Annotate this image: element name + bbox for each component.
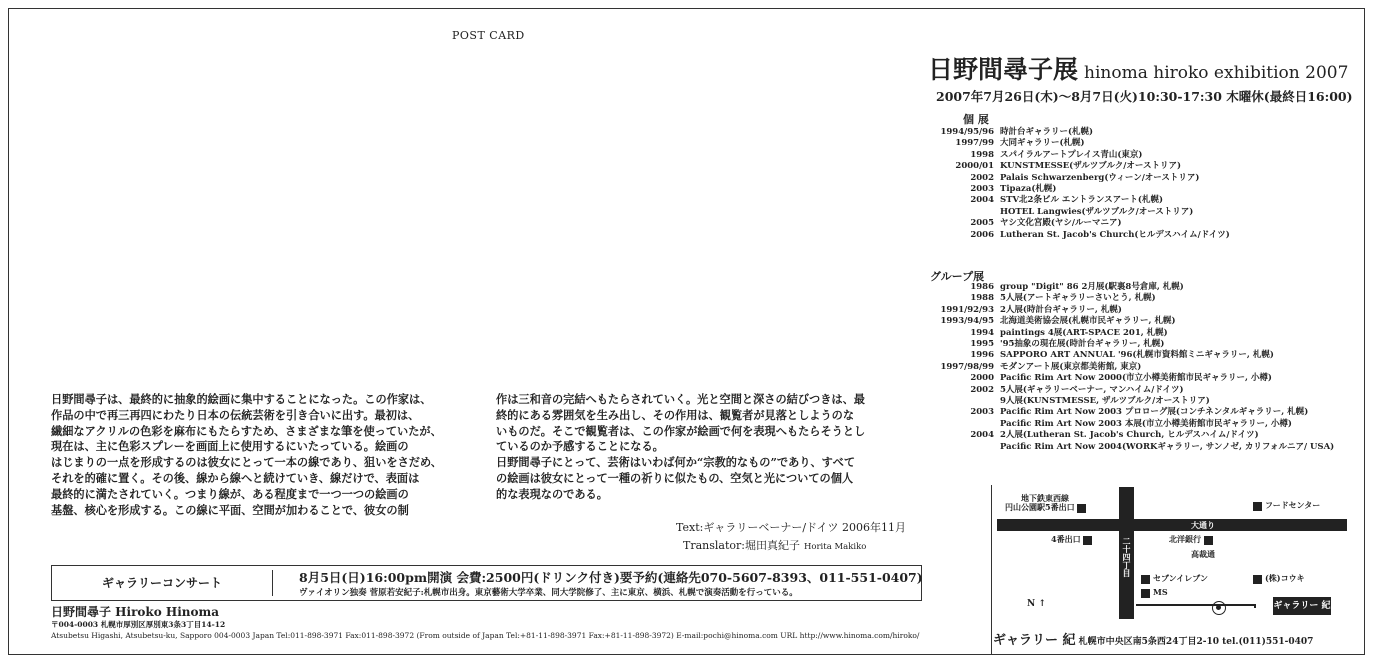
group-year [928,419,1000,430]
group-row [928,316,1334,327]
solo-row [928,127,1230,138]
solo-year: 2002 [970,172,994,183]
ms-marker [1141,589,1150,598]
title-en: hinoma hiroko exhibition 2007 [1084,63,1349,83]
map-seven: セブンイレブン [1141,573,1208,584]
solo-row [928,184,1230,195]
group-list [928,282,1334,453]
concert-label: ギャラリーコンサート [101,576,222,590]
gallery-address: 札幌市中央区南5条西24丁目2-10 tel.(011)551-0407 [1078,637,1314,647]
solo-row [928,150,1230,161]
group-row [928,407,1334,418]
route-line [1136,604,1254,606]
solo-entry: STV北2条ビル エントランスアート(札幌) [1000,195,1163,206]
group-row [928,350,1334,361]
translator-jp: Translator:堀田真紀子 [683,539,800,552]
text-credit: Text:ギャラリーベーナー/ドイツ 2006年11月 [676,521,906,534]
map-station2: 円山公園駅5番出口 [1005,502,1089,513]
solo-entry: ヤシ文化宮殿(ヤシ/ルーマニア) [1000,218,1122,229]
solo-entry: スパイラルアートプレイス青山(東京) [1000,149,1143,160]
group-year: 1997/98/99 [940,361,994,372]
solo-row [928,161,1230,172]
kouki-marker [1253,575,1262,584]
gallery-location-icon [1212,601,1226,615]
essay-line: 日野間尋子にとって、芸術はいわば何か“宗教的なもの”であり、すべて [496,455,856,470]
station-marker [1077,504,1086,513]
essay-line: 繊細なアクリルの色彩を麻布にもたらすため、さまざまな筆を使っていたが、 [51,423,442,438]
gallery-name: ギャラリー 紀 [993,633,1076,648]
group-year: 1986 [970,282,994,292]
solo-entry: HOTEL Langwies(ザルツブルク/オーストリア) [1000,206,1194,217]
title-jp: 日野間尋子展 [928,55,1079,84]
group-entry: Pacific Rim Art Now 2004(WORKギャラリー, サンノゼ, カリフォルニア/ USA) [1000,441,1335,452]
essay-line: 作品の中で再三再四にわたり日本の伝統芸術を引き合いに出す。最初は、 [51,407,420,422]
group-year: 1995 [970,339,994,350]
map-exit4: 4番出口 [1051,534,1095,545]
essay-line: 基盤、核心を形成する。この線に平面、空間が加わることで、彼女の制 [51,502,409,517]
solo-entry: 大同ギャラリー(札幌) [1000,138,1085,149]
essay-line: の絵画は彼女にとって一種の祈りに似たもの、空気と光についての個人 [496,470,854,485]
group-heading: グループ展 [930,270,985,283]
group-entry: Pacific Rim Art Now 2003 プロローグ展(コンチネンタルギャラリー, 札幌) [1000,407,1309,418]
group-entry: 9人展(KUNSTMESSE, ザルツブルク/オーストリア) [1000,396,1210,407]
essay-column-1 [51,392,491,518]
solo-row [928,173,1230,184]
group-entry: group "Digit" 86 2月展(駅裏8号倉庫, 札幌) [1000,282,1184,292]
essay-line: 日野間尋子は、最終的に抽象的絵画に集中することになった。この作家は、 [51,392,432,406]
map-kouki: (株)コウキ [1253,573,1305,584]
essay-line: ているのか予感することになる。 [496,439,664,454]
map-street24: 二十四丁目 [1122,537,1132,577]
solo-heading: 個 展 [963,113,989,126]
group-year: 2003 [970,407,994,418]
artist-name: 日野間尋子 Hiroko Hinoma [51,605,219,619]
exhibition-title [928,50,1348,86]
essay-line: 現在は、主に色彩スプレーを画面上に使用するにいたっている。絵画の [51,439,409,454]
group-year: 2000 [970,373,994,384]
solo-entry: Tipaza(札幌) [1000,184,1057,195]
group-entry: Pacific Rim Art Now 2000(市立小樽美術館市民ギャラリー, 小樽) [1000,373,1272,384]
essay-line: 作は三和音の完結へもたらされていく。光と空間と深さの結びつきは、最 [496,392,865,406]
group-row [928,282,1334,293]
solo-list [928,127,1230,241]
map-footer [993,629,1313,648]
essay-line: 終的にある雰囲気を生み出し、その作用は、観覧者が見落としようのな [496,407,855,422]
map-station: 地下鉄東西線 [1021,493,1069,503]
essay-column-2 [496,392,936,503]
group-entry: paintings 4展(ART-SPACE 201, 札幌) [1000,327,1168,338]
group-row [928,362,1334,373]
solo-year: 1997/99 [955,138,994,149]
solo-row [928,218,1230,229]
group-row [928,373,1334,384]
concert-sub: ヴァイオリン独奏 菅原若安紀子:札幌市出身。東京藝術大学卒業、同大学院修了、主に東京、横浜、札幌で演奏活動を行っている。 [299,588,798,598]
group-entry: SAPPORO ART ANNUAL '96(札幌市資料館ミニギャラリー, 札幌) [1000,350,1274,361]
group-year: 1991/92/93 [940,304,994,315]
solo-year: 2004 [970,195,994,206]
group-entry: Pacific Rim Art Now 2003 本展(市立小樽美術館市民ギャラリー, 小樽) [1000,418,1292,429]
food-marker [1253,502,1262,511]
group-row [928,293,1334,304]
seven-marker [1141,575,1150,584]
group-entry: 5人展(ギャラリーベーナー, マンハイム/ドイツ) [1000,384,1184,395]
solo-entry: KUNSTMESSE(ザルツブルク/オーストリア) [1000,161,1181,172]
solo-year: 2006 [970,229,994,240]
solo-row [928,138,1230,149]
solo-row [928,195,1230,206]
group-row [928,419,1334,430]
gallery-tag: ギャラリー 紀 [1273,597,1331,615]
group-row [928,442,1334,453]
group-row [928,430,1334,441]
group-entry: 北海道美術協会展(札幌市民ギャラリー, 札幌) [1000,316,1176,327]
group-entry: 2人展(時計台ギャラリー, 札幌) [1000,304,1122,315]
route-line-end [1254,604,1256,608]
solo-year [928,207,1000,218]
gallery-location-dot [1216,605,1221,610]
solo-entry: Lutheran St. Jacob's Church(ヒルデスハイム/ドイツ) [1000,229,1230,240]
concert-box [51,565,922,601]
map-odori: 大通り [1191,520,1215,530]
postcard-label: POST CARD [452,29,525,42]
artist-address-en: Atsubetsu Higashi, Atsubetsu-ku, Sapporo 004-0003 Japan Tel:011-898-3971 Fax:011-898-3972 (From outside of Japan Tel:+81-11-898-3971 Fax:+81-11-898-3972) E-mail:pochi@hinoma.com URL http://www.hinoma.com/hiroko/ [51,631,920,640]
group-row [928,396,1334,407]
group-row [928,305,1334,316]
group-entry: モダンアート展(東京都美術館, 東京) [1000,361,1142,372]
essay-line: いものだ。そこで観覧者は、この作家が絵画で何を表現へもたらそうとし [496,423,866,438]
artist-address-jp: 〒004-0003 札幌市厚別区厚別東3条3丁目14-12 [51,620,226,629]
exit4-marker [1083,536,1092,545]
exhibition-dates: 2007年7月26日(木)～8月7日(火)10:30-17:30 木曜休(最終日16:00) [936,89,1353,104]
north-arrow: N ↑ [1027,599,1046,609]
group-year [928,396,1000,407]
group-row [928,385,1334,396]
solo-year: 2003 [970,184,994,195]
solo-year: 1994/95/96 [940,127,994,137]
solo-row [928,230,1230,241]
group-year: 1994 [970,327,994,338]
group-entry: 5人展(アートギャラリーさいとう, 札幌) [1000,293,1156,304]
essay-line: 最終的に満たされていく。つまり線が、ある程度まで一つ一つの絵画の [51,486,409,501]
group-year: 1996 [970,350,994,361]
group-row [928,339,1334,350]
odori-road [997,519,1347,531]
essay-line: はじまりの一点を形成するのは彼女にとって一本の線であり、狙いをさだめ、 [51,455,442,470]
group-entry: '95抽象の現在展(時計台ギャラリー, 札幌) [1000,339,1165,350]
hokuyo-marker [1204,536,1213,545]
map-kodai: 高裁通 [1191,549,1215,559]
group-row [928,328,1334,339]
translator-credit [683,537,866,553]
group-year: 1993/94/95 [940,316,994,327]
map-ms: MS [1141,587,1168,598]
solo-row [928,207,1230,218]
solo-entry: Palais Schwarzenberg(ウィーン/オーストリア) [1000,172,1200,183]
group-year: 1988 [970,293,994,304]
group-year: 2002 [970,384,994,395]
solo-year: 1998 [970,149,994,160]
essay-line: 的な表現なのである。 [496,486,608,501]
solo-year: 2000/01 [955,161,994,172]
map-food: フードセンター [1253,500,1320,511]
map-hokuyo: 北洋銀行 [1169,534,1216,545]
concert-separator [272,570,273,596]
solo-year: 2005 [970,218,994,229]
essay-line: それを的確に置く。その後、線から線へと続けていき、線だけで、表面は [51,470,420,485]
group-year [928,442,1000,453]
group-year: 2004 [970,430,994,441]
translator-en: Horita Makiko [803,542,867,552]
solo-entry: 時計台ギャラリー(札幌) [1000,127,1094,137]
group-entry: 2人展(Lutheran St. Jacob's Church, ヒルデスハイム/ドイツ) [1000,430,1259,441]
concert-main: 8月5日(日)16:00pm開演 会費:2500円(ドリンク付き)要予約(連絡先070-5607-8393、011-551-0407) [299,570,923,585]
